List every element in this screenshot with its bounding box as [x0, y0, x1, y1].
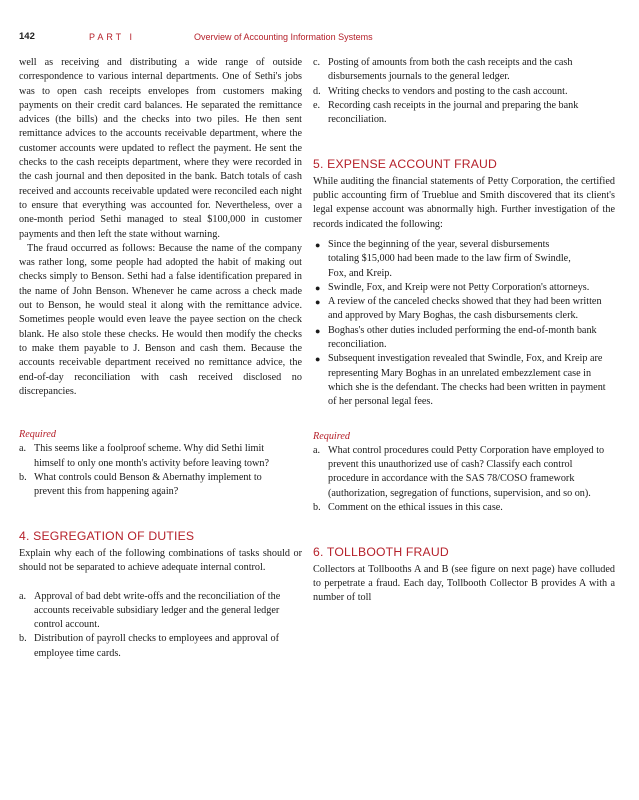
list-item — [19, 590, 302, 633]
right-column — [313, 56, 615, 606]
item-label: e. — [313, 99, 321, 111]
item-label: d. — [313, 85, 321, 97]
item-label: b. — [19, 633, 27, 645]
section-5-text: While auditing the financial statements of Petty Corporation, the certified public accounting firm of Trueblue and Smith discovered that its client's legal expense account was abnormally high. Further investigation of the records indicated the following: — [313, 175, 615, 230]
question-item — [19, 471, 302, 500]
item-text: Writing checks to vendors and posting to the cash account. — [328, 85, 568, 97]
page-header — [19, 30, 619, 44]
required-label: Required — [19, 429, 56, 441]
bullet-icon: ● — [315, 354, 321, 365]
bullet-icon: ● — [315, 282, 321, 293]
bullet-text: Since the beginning of the year, several disbursements totaling $15,000 had been made to the law firm of Swindle, Fox, and Kreip. — [328, 238, 571, 279]
list-item — [313, 99, 615, 128]
page-number: 142 — [19, 31, 35, 42]
part-title: Overview of Accounting Information Systems — [194, 32, 373, 42]
fraud-paragraph-1: well as receiving and distributing a wide range of outside correspondence to various internal departments. One of Sethi's jobs was to open cash receipts envelopes from customers making payments on their credit card balances. He separated the remittance advices (the bills) and the checks into two piles. He then sent remittance advices to the accounts receivable department, where the customer accounts were updated to reflect the payment. He sent the checks to the cash receipts department, where they were recorded in the cash journal and then deposited in the bank. Batch totals of cash received and accounts receivable updated were reconciled each night to ensure that everything was accounted for. Nevertheless, over a one-month period Sethi managed to steal $100,000 in customer payments and then left the state without warning. — [19, 57, 302, 240]
fraud-paragraph-2: The fraud occurred as follows: Because the name of the company was rather long, some people had adopted the habit of making out checks simply to Benson. Sethi had a false identification prepared in the name of John Benson. Whenever he came across a check made out to Benson, he would steal it along with the remittance advice. Sometimes people would even leave the payee section on the check blank. He also stole these checks. He would then modify the checks to make them payable to J. Benson and cash them. Because the accounts receivable department received no remittance advice, the end-of-day reconciliation with cash received disclosed no discrepancies. — [19, 242, 302, 397]
question-item — [19, 442, 302, 471]
section-heading-4: 4. SEGREGATION OF DUTIES — [19, 528, 195, 543]
bullet-item — [313, 281, 615, 295]
bullet-icon: ● — [315, 297, 321, 308]
section-heading-5: 5. EXPENSE ACCOUNT FRAUD — [313, 157, 498, 172]
item-label: b. — [313, 502, 321, 514]
bullet-item — [313, 295, 615, 324]
item-text: Posting of amounts from both the cash receipts and the cash disbursements journals to the general ledger. — [328, 57, 573, 83]
bullet-item — [313, 352, 615, 409]
item-text: What controls could Benson & Abernathy implement to prevent this from happening again? — [34, 472, 262, 498]
item-label: a. — [19, 443, 27, 455]
item-label: b. — [19, 472, 27, 484]
item-label: a. — [19, 590, 27, 602]
item-text: Recording cash receipts in the journal and preparing the bank reconciliation. — [328, 99, 579, 126]
bullet-text: Swindle, Fox, and Kreip were not Petty Corporation's attorneys. — [328, 281, 590, 293]
part-label: PART I — [89, 32, 136, 42]
list-item — [19, 632, 302, 661]
item-text: Approval of bad debt write-offs and the reconciliation of the accounts receivable subsidiary ledger and the general ledger control account. — [34, 590, 281, 631]
bullet-item — [313, 324, 615, 353]
item-label: c. — [313, 57, 321, 68]
section-6-text: Collectors at Tollbooths A and B (see figure on next page) have colluded to perpetrate a fraud. Each day, Tollbooth Collector B provides A with a number of toll — [313, 563, 615, 604]
item-text: Comment on the ethical issues in this case. — [328, 502, 503, 514]
section-heading-6: 6. TOLLBOOTH FRAUD — [313, 545, 449, 560]
bullet-text: Boghas's other duties included performing the end-of-month bank reconciliation. — [328, 324, 597, 351]
question-item — [313, 444, 615, 501]
list-item — [313, 85, 615, 99]
required-label: Required — [313, 430, 350, 442]
item-text: Distribution of payroll checks to employees and approval of employee time cards. — [34, 633, 280, 659]
item-text: This seems like a foolproof scheme. Why did Sethi limit himself to only one month's activity before leaving town? — [34, 443, 269, 469]
bullet-item — [313, 238, 615, 281]
item-label: a. — [313, 444, 321, 456]
bullet-text: A review of the canceled checks showed that they had been written and approved by Mary Boghas, the cash disbursements clerk. — [328, 296, 602, 322]
question-item — [313, 501, 615, 515]
section-4-text: Explain why each of the following combinations of tasks should or should not be separated to achieve adequate internal control. — [19, 547, 302, 574]
bullet-icon: ● — [315, 239, 321, 250]
bullet-text: Subsequent investigation revealed that Swindle, Fox, and Kreip are representing Mary Boghas in an unrelated embezzlement case in which she is the defendant. The checks had been written in payment of her personal legal fees. — [328, 353, 606, 408]
list-item — [313, 56, 615, 85]
left-column — [19, 56, 302, 661]
item-text: What control procedures could Petty Corporation have employed to prevent this unauthorized use of cash? Classify each control procedure in accordance with the SAS 78/COSO framework (authorization, segregation of functions, supervision, and so on). — [328, 444, 605, 499]
bullet-icon: ● — [315, 325, 321, 336]
